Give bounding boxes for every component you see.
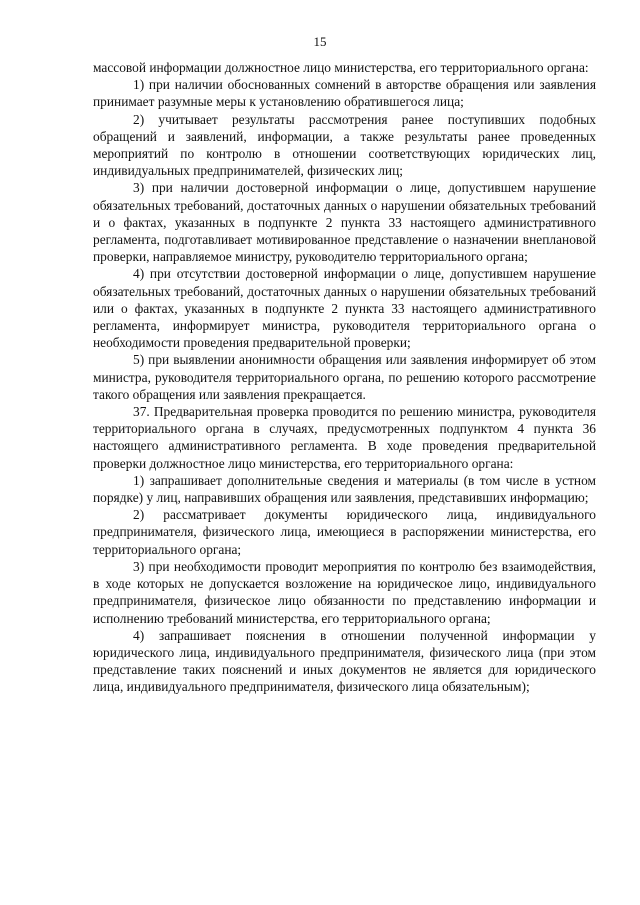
paragraph-item-4: 4) при отсутствии достоверной информации о лице, допустившем нарушение обязательных требований, достаточных данных о нарушении обязательных требований или о фактах, указанных в подпункте 2 пункта 33 настоящего административного регламента, информирует министра, руководителя территориального органа о необходимости проведения предварительной проверки; xyxy=(93,266,596,351)
document-body xyxy=(93,59,596,696)
paragraph-item-1: 1) при наличии обоснованных сомнений в авторстве обращения или заявления принимает разумные меры к установлению обратившегося лица; xyxy=(93,77,596,110)
paragraph-item-2: 2) учитывает результаты рассмотрения ранее поступивших подобных обращений и заявлений, информации, а также результаты ранее проведенных мероприятий по контролю в отношении соответствующих юридических лиц, индивидуальных предпринимателей, физических лиц; xyxy=(93,111,596,179)
paragraph-continuation: массовой информации должностное лицо министерства, его территориального органа: xyxy=(93,60,589,75)
paragraph-item-3-b: 3) при необходимости проводит мероприятия по контролю без взаимодействия, в ходе которых не допускается возложение на юридическое лицо, индивидуального предпринимателя, физическое лицо обязанности по представлению информации и исполнению требований министерства, его территориального органа; xyxy=(93,558,596,626)
paragraph-item-1-b: 1) запрашивает дополнительные сведения и материалы (в том числе в устном порядке) у лиц, направивших обращения или заявления, представивших информацию; xyxy=(93,472,596,506)
paragraph-item-2-b: 2) рассматривает документы юридического лица, индивидуального предпринимателя, физического лица, имеющиеся в распоряжении министерства, его территориального органа; xyxy=(93,507,596,557)
paragraph-section-37: 37. Предварительная проверка проводится по решению министра, руководителя территориального органа в случаях, предусмотренных подпунктом 4 пункта 36 настоящего административного регламента. В ходе проведения предварительной проверки должностное лицо министерства, его территориального органа: xyxy=(93,404,596,471)
paragraph-item-4-b: 4) запрашивает пояснения в отношении полученной информации у юридического лица, индивидуального предпринимателя, физического лица (при этом представление таких пояснений и иных документов не является для юридического лица, индивидуального предпринимателя, физического лица обязательным); xyxy=(93,627,596,695)
paragraph-item-3: 3) при наличии достоверной информации о лице, допустившем нарушение обязательных требований, достаточных данных о нарушении обязательных требований и о фактах, указанных в подпункте 2 пункта 33 настоящего административного регламента, подготавливает мотивированное представление о назначении внеплановой проверки, направляемое министру, руководителю территориального органа; xyxy=(93,180,596,265)
paragraph-item-5: 5) при выявлении анонимности обращения или заявления информирует об этом министра, руководителя территориального органа, по решению которого рассмотрение такого обращения или заявления прекращается. xyxy=(93,352,596,402)
page-number: 15 xyxy=(313,34,327,49)
